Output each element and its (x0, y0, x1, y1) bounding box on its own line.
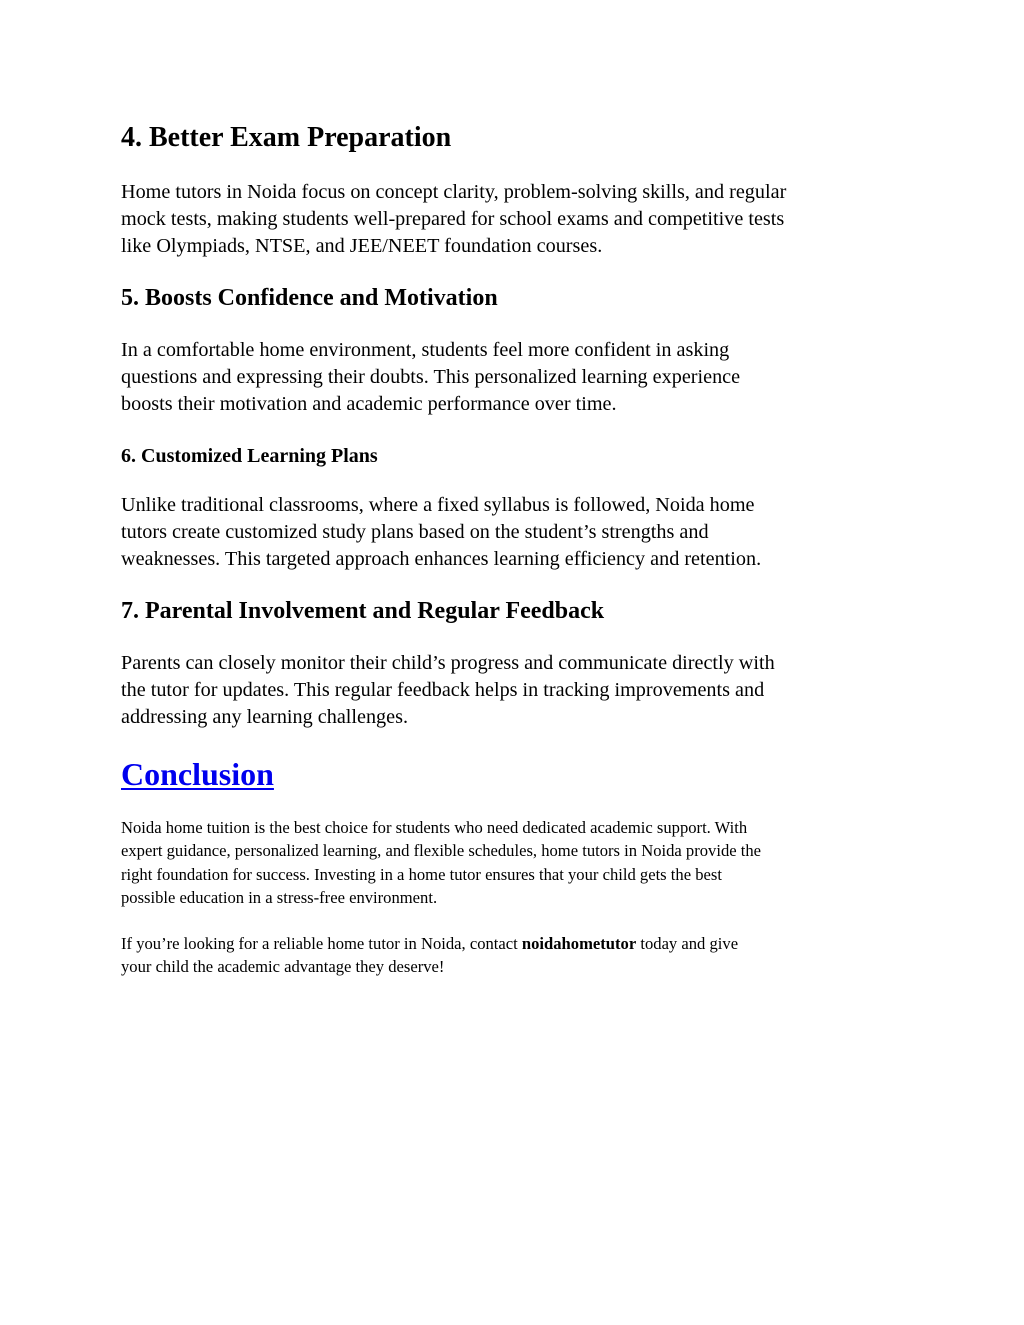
paragraph-line: questions and expressing their doubts. This personalized learning experience (121, 366, 741, 388)
cta-text-before: If you’re looking for a reliable home tutor in Noida, contact (121, 934, 522, 953)
cta-text-line2: your child the academic advantage they deserve! (121, 957, 445, 977)
section-heading-learning-plans: 6. Customized Learning Plans (121, 445, 378, 467)
section-paragraph-parental-involvement (121, 650, 911, 731)
paragraph-line: Home tutors in Noida focus on concept clarity, problem-solving skills, and regular (121, 181, 787, 203)
cta-text-after: today and give (636, 934, 739, 953)
call-to-action-paragraph (121, 932, 911, 979)
paragraph-line: Parents can closely monitor their child’s progress and communicate directly with (121, 652, 775, 674)
paragraph-line: addressing any learning challenges. (121, 706, 409, 728)
section-heading-confidence: 5. Boosts Confidence and Motivation (121, 285, 498, 311)
paragraph-line: like Olympiads, NTSE, and JEE/NEET foundation courses. (121, 235, 603, 257)
brand-name: noidahometutor (521, 934, 637, 953)
section-paragraph-exam-preparation (121, 179, 911, 260)
paragraph-line: mock tests, making students well-prepared for school exams and competitive tests (121, 208, 785, 230)
conclusion-heading-link[interactable]: Conclusion (121, 756, 274, 792)
section-paragraph-confidence (121, 337, 911, 418)
section-heading-parental-involvement: 7. Parental Involvement and Regular Feedback (121, 598, 605, 624)
paragraph-line: weaknesses. This targeted approach enhances learning efficiency and retention. (121, 548, 762, 570)
paragraph-line: right foundation for success. Investing in a home tutor ensures that your child gets the best (121, 864, 722, 884)
conclusion-paragraph (121, 816, 911, 909)
section-heading-exam-preparation: 4. Better Exam Preparation (121, 122, 452, 153)
paragraph-line: the tutor for updates. This regular feedback helps in tracking improvements and (121, 679, 765, 701)
paragraph-line: Unlike traditional classrooms, where a fixed syllabus is followed, Noida home (121, 494, 755, 516)
paragraph-line: Noida home tuition is the best choice for students who need dedicated academic support. With (121, 818, 748, 837)
paragraph-line: boosts their motivation and academic performance over time. (121, 393, 617, 415)
paragraph-line: In a comfortable home environment, students feel more confident in asking (121, 339, 730, 361)
section-paragraph-learning-plans (121, 492, 911, 573)
paragraph-line: expert guidance, personalized learning, and flexible schedules, home tutors in Noida provide the (121, 841, 762, 861)
paragraph-line: possible education in a stress-free environment. (121, 887, 438, 907)
paragraph-line: tutors create customized study plans based on the student’s strengths and (121, 521, 709, 543)
